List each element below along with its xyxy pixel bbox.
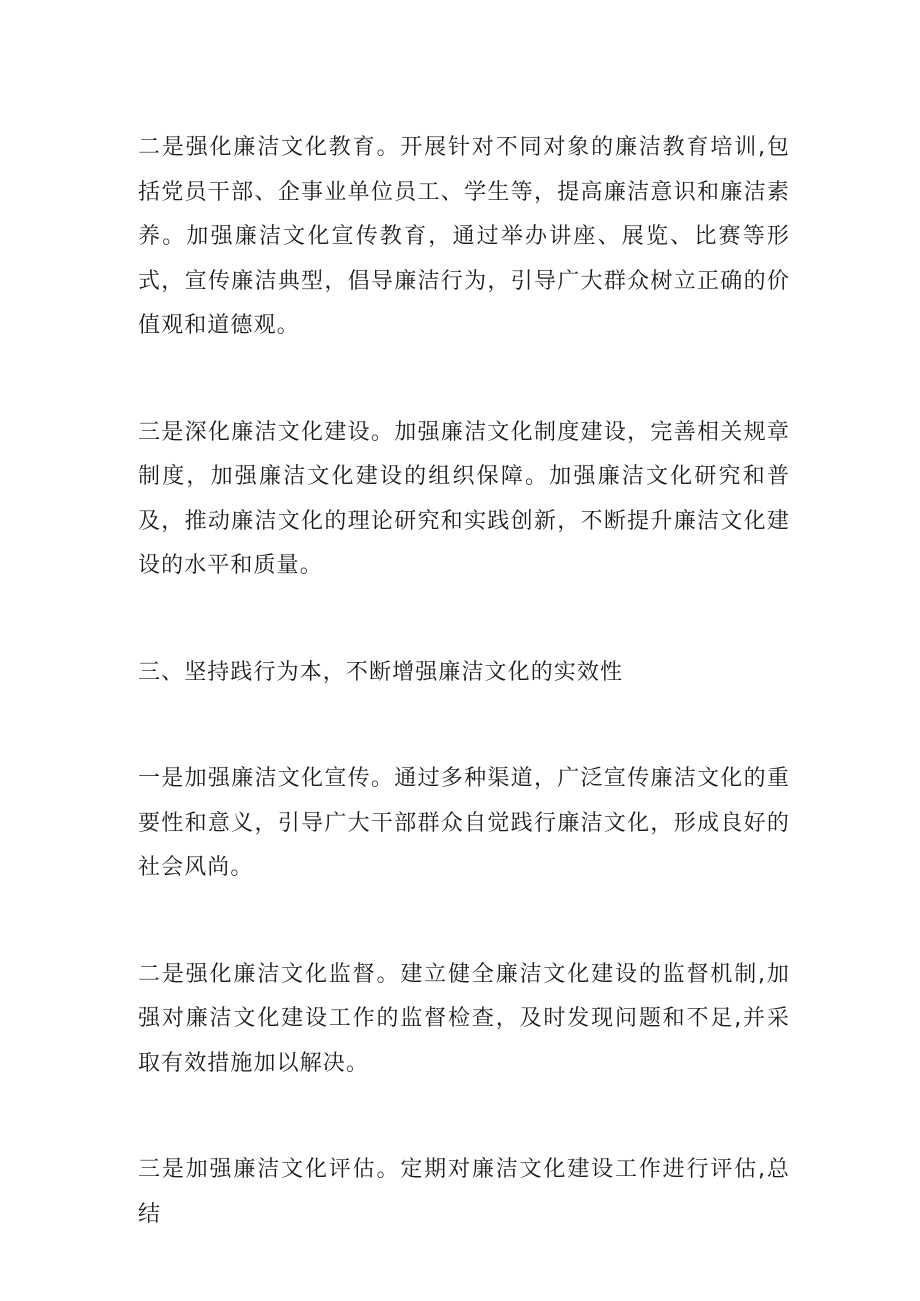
paragraph-spacer — [138, 695, 790, 757]
section-heading: 三、坚持践行为本，不断增强廉洁文化的实效性 — [138, 659, 624, 685]
paragraph-spacer — [138, 1086, 790, 1148]
paragraph-construction: 三是深化廉洁文化建设。加强廉洁文化制度建设，完善相关规章制度，加强廉洁文化建设的组织保障。加强廉洁文化研究和普及，推动廉洁文化的理论研究和实践创新，不断提升廉洁文化建设的水平和质量。 — [138, 419, 790, 578]
paragraph-spacer — [138, 349, 790, 411]
paragraph-spacer — [138, 589, 790, 651]
paragraph-spacer — [138, 891, 790, 953]
document-body — [138, 126, 790, 1237]
paragraph-supervision: 二是强化廉洁文化监督。建立健全廉洁文化建设的监督机制,加强对廉洁文化建设工作的监督检查，及时发现问题和不足,并采取有效措施加以解决。 — [138, 961, 790, 1076]
paragraph-education: 二是强化廉洁文化教育。开展针对不同对象的廉洁教育培训,包括党员干部、企事业单位员工、学生等，提高廉洁意识和廉洁素养。加强廉洁文化宣传教育，通过举办讲座、展览、比赛等形式，宣传廉洁典型，倡导廉洁行为，引导广大群众树立正确的价值观和道德观。 — [138, 135, 790, 338]
paragraph-evaluation: 三是加强廉洁文化评估。定期对廉洁文化建设工作进行评估,总结 — [138, 1157, 790, 1227]
paragraph-publicity: 一是加强廉洁文化宣传。通过多种渠道，广泛宣传廉洁文化的重要性和意义，引导广大干部群众自觉践行廉洁文化，形成良好的社会风尚。 — [138, 766, 790, 880]
